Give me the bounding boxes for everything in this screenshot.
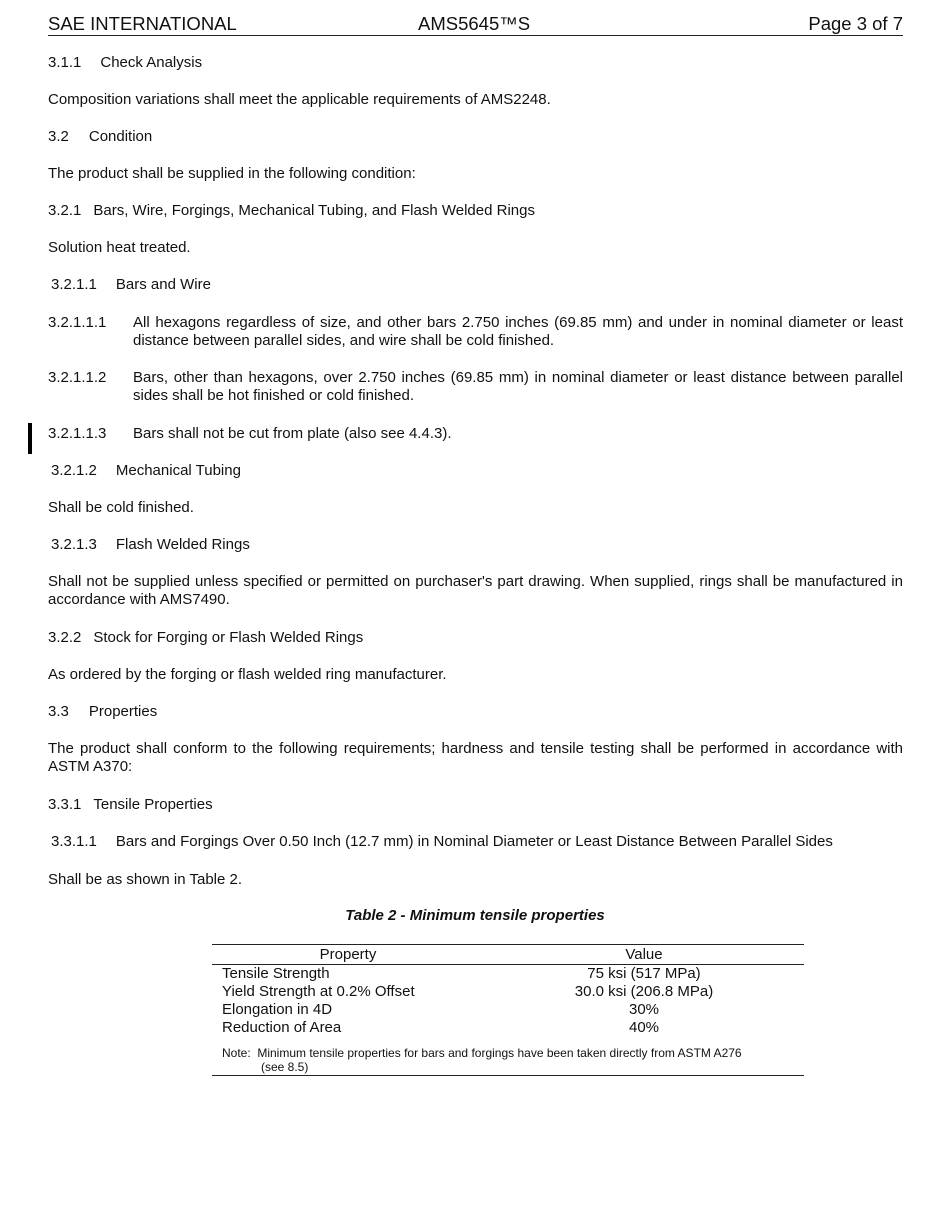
property-cell: Reduction of Area <box>222 1019 342 1036</box>
section-number: 3.3 <box>48 703 69 720</box>
item-text: All hexagons regardless of size, and other bars 2.750 inches (69.85 mm) and under in nominal diameter or least distance between parallel sides, and wire shall be cold finished. <box>133 314 903 349</box>
paragraph: The product shall conform to the following requirements; hardness and tensile testing shall be performed in accordance with ASTM A370: <box>48 740 903 775</box>
section-number: 3.3.1 <box>48 796 82 813</box>
table-row <box>212 983 804 1001</box>
list-item <box>48 425 903 443</box>
paragraph: Solution heat treated. <box>48 239 191 256</box>
publisher-name: SAE INTERNATIONAL <box>48 13 237 34</box>
value-cell: 40% <box>628 1019 660 1036</box>
paragraph: The product shall be supplied in the following condition: <box>48 165 416 182</box>
item-text: Bars, other than hexagons, over 2.750 inches (69.85 mm) in nominal diameter or least distance between parallel sides shall be hot finished or cold finished. <box>133 369 903 404</box>
paragraph: As ordered by the forging or flash welded ring manufacturer. <box>48 666 447 683</box>
section-title: Mechanical Tubing <box>115 462 241 479</box>
paragraph: Composition variations shall meet the applicable requirements of AMS2248. <box>48 91 551 108</box>
table-header-row <box>212 945 804 965</box>
item-number: 3.2.1.1.2 <box>48 369 107 386</box>
section-title: Bars and Wire <box>115 276 211 293</box>
section-number: 3.1.1 <box>48 54 82 71</box>
section-number: 3.2.1.3 <box>51 536 97 553</box>
column-header-property: Property <box>319 946 377 963</box>
paragraph: Shall be as shown in Table 2. <box>48 871 243 888</box>
section-number: 3.3.1.1 <box>51 833 97 850</box>
section-title: Bars and Forgings Over 0.50 Inch (12.7 mm) in Nominal Diameter or Least Distance Between Parallel Sides <box>115 833 833 850</box>
section-title: Flash Welded Rings <box>115 536 250 553</box>
item-number: 3.2.1.1.3 <box>48 425 107 442</box>
paragraph: Shall be cold finished. <box>48 499 194 516</box>
property-cell: Tensile Strength <box>222 965 330 982</box>
tensile-properties-table <box>212 944 804 1076</box>
item-text: Bars shall not be cut from plate (also see 4.4.3). <box>133 425 452 442</box>
page-number: Page 3 of 7 <box>808 13 903 34</box>
section-title: Condition <box>88 128 153 145</box>
item-number: 3.2.1.1.1 <box>48 314 107 331</box>
section-number: 3.2.2 <box>48 629 82 646</box>
section-heading-3-2 <box>48 128 152 146</box>
section-heading-3-3 <box>48 703 157 721</box>
section-heading-3-2-1-2 <box>51 462 241 480</box>
section-heading-3-3-1-1 <box>51 833 833 851</box>
section-number: 3.2 <box>48 128 69 145</box>
value-cell: 30.0 ksi (206.8 MPa) <box>574 983 714 1000</box>
list-item <box>48 314 903 350</box>
section-number: 3.2.1.1 <box>51 276 97 293</box>
section-number: 3.2.1.2 <box>51 462 97 479</box>
section-heading-3-2-1-3 <box>51 536 250 554</box>
section-title: Check Analysis <box>100 54 203 71</box>
section-number: 3.2.1 <box>48 202 82 219</box>
section-heading-3-1-1 <box>48 54 202 72</box>
section-heading-3-2-1 <box>48 202 535 220</box>
table-row <box>212 1019 804 1037</box>
section-title: Properties <box>88 703 158 720</box>
table-row <box>212 1001 804 1019</box>
note-line: (see 8.5) <box>261 1060 309 1074</box>
note-line: Note: Minimum tensile properties for bars and forgings have been taken directly from ASTM A276 <box>222 1046 742 1060</box>
page-header <box>48 13 903 36</box>
table-note <box>212 1037 804 1075</box>
document-number: AMS5645™S <box>418 13 531 34</box>
section-heading-3-2-2 <box>48 629 363 647</box>
table-row <box>212 965 804 983</box>
section-title: Bars, Wire, Forgings, Mechanical Tubing, and Flash Welded Rings <box>93 202 535 219</box>
section-title: Tensile Properties <box>93 796 213 813</box>
paragraph: Shall not be supplied unless specified or permitted on purchaser's part drawing. When supplied, rings shall be manufactured in accordance with AMS7490. <box>48 573 903 608</box>
value-cell: 30% <box>628 1001 660 1018</box>
section-title: Stock for Forging or Flash Welded Rings <box>93 629 364 646</box>
property-cell: Yield Strength at 0.2% Offset <box>222 983 415 1000</box>
column-header-value: Value <box>625 946 663 963</box>
revision-change-bar <box>28 423 32 454</box>
section-heading-3-2-1-1 <box>51 276 211 294</box>
section-heading-3-3-1 <box>48 796 213 814</box>
table-caption: Table 2 - Minimum tensile properties <box>345 907 605 924</box>
list-item <box>48 369 903 405</box>
property-cell: Elongation in 4D <box>222 1001 333 1018</box>
value-cell: 75 ksi (517 MPa) <box>587 965 701 982</box>
